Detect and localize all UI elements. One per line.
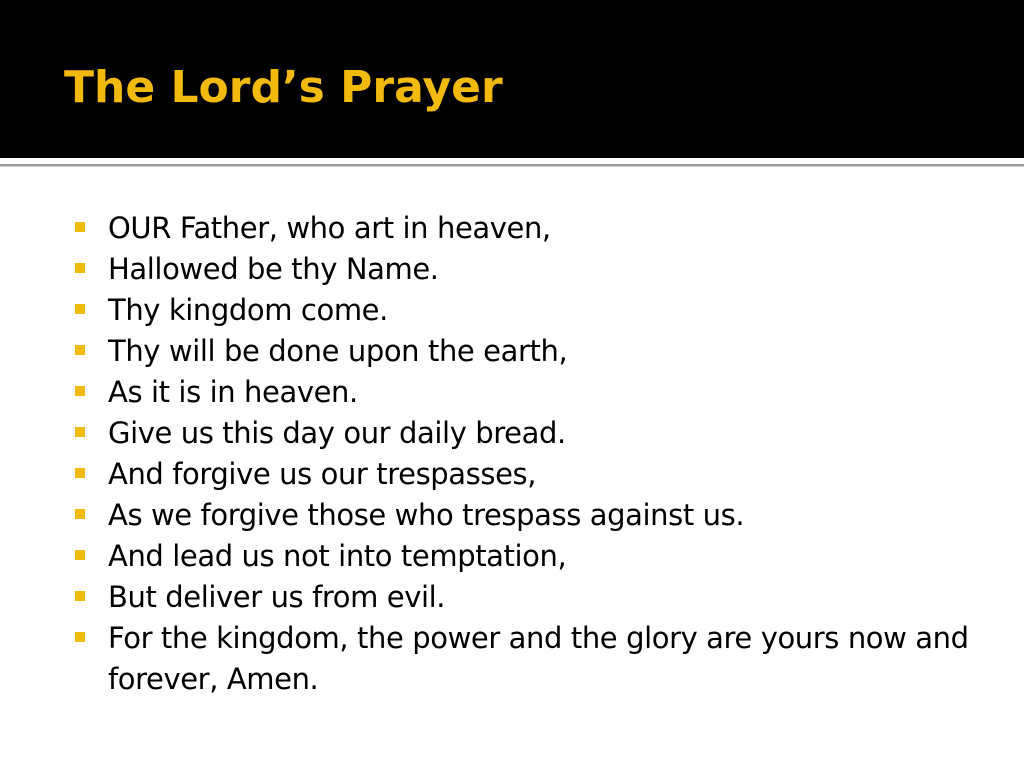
square-bullet-icon [75, 345, 85, 355]
square-bullet-icon [75, 222, 85, 232]
list-item [72, 208, 972, 249]
list-item-text: Thy will be done upon the earth, [108, 334, 568, 368]
square-bullet-icon [75, 304, 85, 314]
square-bullet-icon [75, 263, 85, 273]
list-item-text: For the kingdom, the power and the glory are yours now and forever, Amen. [108, 621, 969, 696]
list-item-text: Thy kingdom come. [108, 293, 388, 327]
square-bullet-icon [75, 386, 85, 396]
square-bullet-icon [75, 509, 85, 519]
list-item-text: But deliver us from evil. [108, 580, 446, 614]
list-item-text: And forgive us our trespasses, [108, 457, 537, 491]
list-item-text: Hallowed be thy Name. [108, 252, 439, 286]
list-item [72, 290, 972, 331]
title-bar [0, 0, 1024, 158]
list-item [72, 249, 972, 290]
list-item [72, 413, 972, 454]
list-item-text: OUR Father, who art in heaven, [108, 211, 551, 245]
list-item-text: Give us this day our daily bread. [108, 416, 566, 450]
prayer-lines-list [72, 208, 972, 700]
list-item [72, 577, 972, 618]
square-bullet-icon [75, 632, 85, 642]
square-bullet-icon [75, 427, 85, 437]
list-item-text: And lead us not into temptation, [108, 539, 567, 573]
list-item [72, 495, 972, 536]
header-divider-shadow [0, 166, 1024, 167]
list-item [72, 618, 972, 700]
slide-title: The Lord’s Prayer [64, 62, 503, 113]
list-item-text: As it is in heaven. [108, 375, 358, 409]
square-bullet-icon [75, 468, 85, 478]
list-item [72, 454, 972, 495]
list-item [72, 536, 972, 577]
list-item-text: As we forgive those who trespass against us. [108, 498, 745, 532]
list-item [72, 331, 972, 372]
square-bullet-icon [75, 550, 85, 560]
list-item [72, 372, 972, 413]
square-bullet-icon [75, 591, 85, 601]
